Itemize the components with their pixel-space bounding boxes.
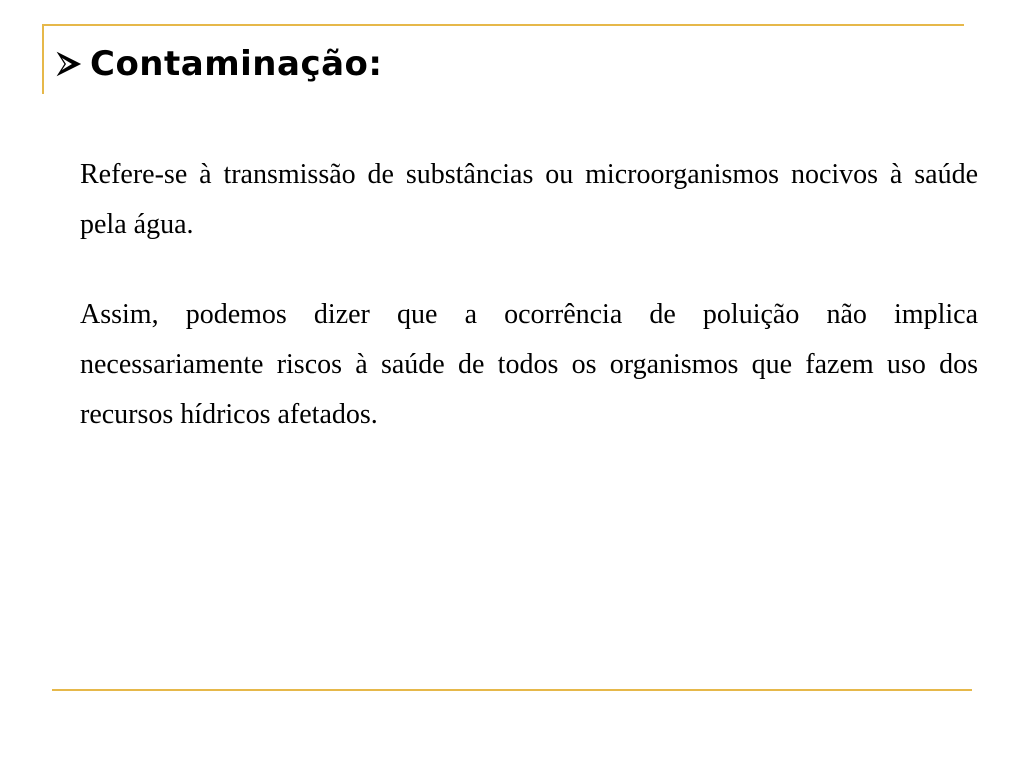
arrow-bullet-icon — [56, 51, 82, 77]
paragraph-definition: Refere-se à transmissão de substâncias ou microorganismos nocivos à saúde pela água. — [80, 159, 978, 240]
slide-title: Contaminação: — [90, 44, 383, 84]
left-border-line — [42, 24, 44, 94]
slide-title-row — [56, 40, 383, 88]
paragraph-conclusion: Assim, podemos dizer que a ocorrência de poluição não implica necessariamente riscos à saúde de todos os organismos que fazem uso dos recursos hídricos afetados. — [80, 299, 978, 430]
bottom-border-line — [52, 689, 972, 691]
slide-body — [80, 150, 978, 480]
top-border-line — [42, 24, 964, 26]
